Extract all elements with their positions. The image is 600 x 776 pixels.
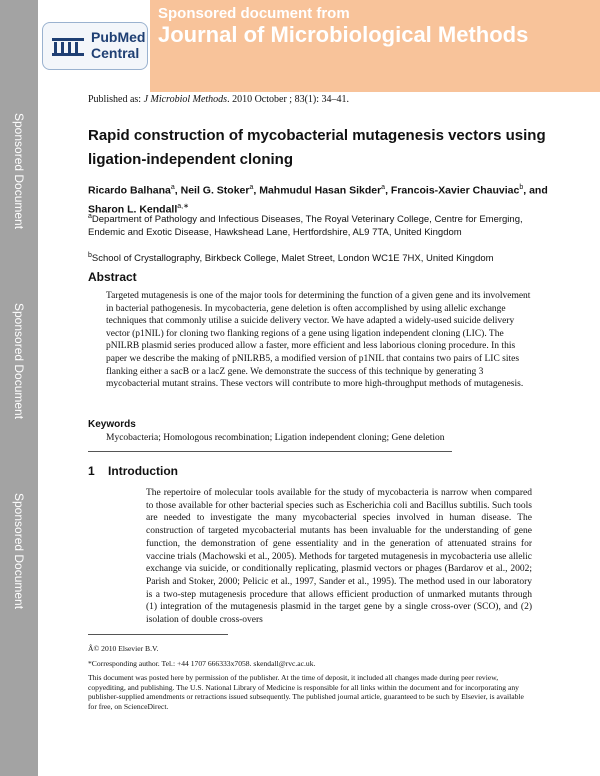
corresponding-author-footnote: *Corresponding author. Tel.: +44 1707 666333x7058. skendall@rvc.ac.uk.	[88, 659, 316, 668]
copyright-footnote: Â© 2010 Elsevier B.V.	[88, 644, 159, 653]
keywords-heading: Keywords	[88, 419, 136, 430]
introduction-text: The repertoire of molecular tools available for the study of mycobacteria is narrow when compared to those available for other bacterial species such as Escherichia coli and Bacillus subtilis. Such tools are needed to investigate the many mycobacterial species involved in human disease. The construction of targeted mycobacterial mutants has been invaluable for the understanding of gene function, the demonstration of gene essentiality and in the generation of attenuated strains for vaccine trials (Machowski et al., 2005). Methods for targeted mutagenesis in mycobacteria use allelic exchange via suicide, or conditionally replicating, plasmid vectors or phages (Bardarov et al., 2002; Parish and Stoker, 2000; Pelicic et al., 1997, Sander et al., 1995). The method used in our laboratory is a two-step mutagenesis procedure that allows efficient production of unmarked mutants through (1) integration of the mutagenesis plasmid in the target gene by a single cross-over (SCO), and (2) isolation of double cross-overs	[146, 488, 532, 626]
author-name: Neil G. Stoker	[180, 184, 250, 197]
logo-badge	[42, 22, 148, 70]
affiliation-text: School of Crystallography, Birkbeck College, Malet Street, London WC1E 7HX, United Kingdom	[91, 253, 494, 265]
pubmed-central-logo[interactable]	[38, 0, 150, 92]
pillars-icon	[51, 35, 85, 57]
author-name: Ricardo Balhana	[88, 184, 171, 197]
author-affiliation-mark: b	[519, 184, 524, 191]
abstract-text: Targeted mutagenesis is one of the major tools for determining the function of a given gene and its involvement in bacterial pathogenesis. In mycobacteria, gene deletion is often accomplished by using allelic exchange techniques that commonly utilise a suicide delivery vector. We have adapted a widely-used suicide delivery vector (p1NIL) for cloning two flanking regions of a gene using ligation independent cloning (LIC). The pNILRB plasmid series produced allow a faster, more efficient and less laborious cloning procedure. In this paper we describe the making of pNILRB5, a modified version of p1NIL that contains two pairs of LIC sites flanking either a sacB or a lacZ gene. We demonstrate the success of this technique by generating 3 mycobacterial mutant strains. These vectors will contribute to more high-throughput methods of mutagenesis.	[106, 291, 531, 390]
author-affiliation-mark: a	[249, 184, 254, 191]
affiliation-mark: b	[88, 252, 92, 259]
header	[38, 0, 600, 92]
affiliation-b	[88, 250, 548, 266]
divider	[88, 451, 452, 452]
introduction-heading	[88, 464, 178, 478]
author-affiliation-mark: a	[170, 184, 175, 191]
author-sep: ,	[523, 184, 530, 197]
article-title: Rapid construction of mycobacterial mutagenesis vectors using ligation-independent cloning	[88, 127, 546, 168]
author-name: Mahmudul Hasan Sikder	[259, 184, 382, 197]
sidebar-label: Sponsored Document	[12, 493, 26, 610]
affiliation-text: Department of Pathology and Infectious Diseases, The Royal Veterinary College, Centre for Emerging, Endemic and Exotic Disease, Hawkshead Lane, Hertfordshire, AL9 7TA, United Kingdom	[88, 214, 523, 238]
sidebar-label: Sponsored Document	[12, 303, 26, 420]
sponsored-document-label: Sponsored document from	[158, 5, 350, 22]
published-prefix: Published as:	[88, 94, 144, 105]
journal-name: Journal of Microbiological Methods	[158, 22, 529, 47]
published-rest: . 2010 October ; 83(1): 34–41.	[227, 94, 350, 105]
affiliation-mark: a	[88, 213, 92, 220]
logo-text	[91, 29, 145, 61]
author-affiliation-mark: a	[381, 184, 386, 191]
keywords-text: Mycobacteria; Homologous recombination; Ligation independent cloning; Gene deletion	[106, 433, 445, 443]
sidebar-label: Sponsored Document	[12, 113, 26, 230]
logo-line-1: PubMed	[91, 29, 146, 45]
published-journal: J Microbiol Methods	[143, 94, 228, 105]
author-sep: ,	[174, 184, 181, 197]
affiliation-a	[88, 211, 548, 239]
author-sep: ,	[385, 184, 391, 197]
author-name: and Sharon L. Kendall	[88, 184, 548, 215]
author-name: Francois-Xavier Chauviac	[390, 184, 520, 197]
publisher-notice: This document was posted here by permission of the publisher. At the time of deposit, it included all changes made during peer review, copyediting, and publishing. The U.S. National Library of Medicine is responsible for all links within the document and for incorporating any publisher-supplied amendments or retractions issued subsequently. The published journal article, guaranteed to be such by Elsevier, is available for free, on ScienceDirect.	[88, 673, 524, 711]
author-affiliation-mark: a,∗	[177, 202, 189, 210]
author-sep: ,	[253, 184, 260, 197]
journal-banner	[150, 0, 600, 92]
abstract-heading: Abstract	[88, 270, 137, 284]
section-number: 1	[88, 464, 95, 478]
left-sidebar	[0, 0, 38, 776]
footnote-divider	[88, 634, 228, 635]
section-title: Introduction	[108, 464, 179, 478]
published-as-line	[88, 94, 349, 105]
logo-line-2: Central	[91, 45, 140, 61]
